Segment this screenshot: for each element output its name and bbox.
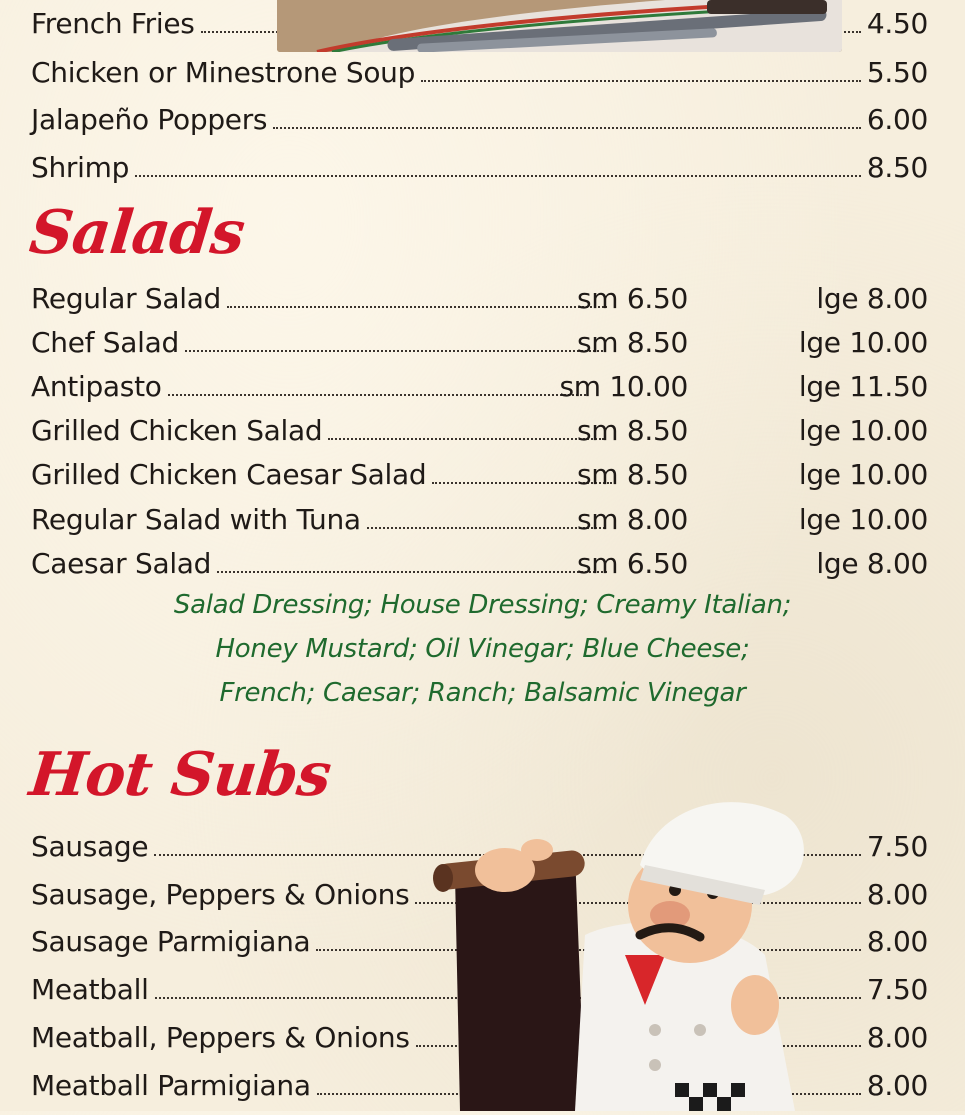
item-price-small: sm 8.00 — [576, 502, 688, 536]
item-price-large: lge 8.00 — [816, 281, 928, 315]
menu-item — [31, 408, 928, 452]
dot-leader — [185, 350, 603, 352]
item-name: Shrimp — [31, 150, 130, 184]
item-price-small: sm 8.50 — [576, 325, 688, 359]
dot-leader — [273, 127, 861, 129]
menu-item — [31, 541, 928, 585]
item-price: 8.00 — [866, 924, 928, 958]
menu-item — [31, 145, 928, 189]
dressing-line: French; Caesar; Ranch; Balsamic Vinegar — [219, 678, 746, 708]
item-name: Antipasto — [31, 369, 162, 403]
menu-item — [31, 497, 928, 541]
item-name: Grilled Chicken Caesar Salad — [31, 457, 427, 491]
dressing-line: Salad Dressing; House Dressing; Creamy Italian; — [173, 590, 792, 620]
item-price-large: lge 8.00 — [816, 546, 928, 580]
item-price-small: sm 6.50 — [576, 281, 688, 315]
item-name: Chicken or Minestrone Soup — [31, 55, 416, 89]
item-price: 7.50 — [866, 972, 928, 1006]
menu-item — [31, 276, 928, 320]
section-heading-hot-subs: Hot Subs — [26, 740, 334, 810]
plate-photo — [277, 0, 842, 52]
item-name: Sausage, Peppers & Onions — [31, 877, 410, 911]
item-name: Regular Salad — [31, 281, 222, 315]
item-name: Sausage Parmigiana — [31, 924, 311, 958]
item-price-small: sm 10.00 — [559, 369, 688, 403]
item-price: 4.50 — [866, 6, 928, 40]
item-price-small: sm 6.50 — [576, 546, 688, 580]
menu-item — [31, 97, 928, 141]
chef-illustration — [425, 765, 825, 1111]
item-name: Meatball, Peppers & Onions — [31, 1020, 410, 1054]
item-price-large: lge 10.00 — [798, 325, 928, 359]
item-price: 8.00 — [866, 1020, 928, 1054]
section-heading-salads: Salads — [26, 198, 248, 268]
item-price: 8.50 — [866, 150, 928, 184]
item-price: 6.00 — [866, 102, 928, 136]
item-price-large: lge 10.00 — [798, 502, 928, 536]
item-price: 5.50 — [866, 55, 928, 89]
dot-leader — [168, 394, 586, 396]
dressing-line: Honey Mustard; Oil Vinegar; Blue Cheese; — [215, 634, 750, 664]
item-price: 7.50 — [866, 829, 928, 863]
item-price-small: sm 8.50 — [576, 457, 688, 491]
item-name: Caesar Salad — [31, 546, 212, 580]
item-name: Chef Salad — [31, 325, 179, 359]
item-price-large: lge 10.00 — [798, 413, 928, 447]
item-name: Sausage — [31, 829, 149, 863]
item-price: 8.00 — [866, 1068, 928, 1102]
item-price-large: lge 11.50 — [798, 369, 928, 403]
menu-item — [31, 364, 928, 408]
dot-leader — [135, 175, 861, 177]
menu-item — [31, 320, 928, 364]
item-name: Regular Salad with Tuna — [31, 502, 361, 536]
dot-leader — [227, 306, 607, 308]
item-price-large: lge 10.00 — [798, 457, 928, 491]
dot-leader — [328, 438, 604, 440]
item-price: 8.00 — [866, 877, 928, 911]
dot-leader — [367, 527, 605, 529]
item-name: Grilled Chicken Salad — [31, 413, 323, 447]
item-price-small: sm 8.50 — [576, 413, 688, 447]
item-name: Meatball — [31, 972, 149, 1006]
menu-item — [31, 452, 928, 496]
item-name: French Fries — [31, 6, 195, 40]
dot-leader — [217, 571, 607, 573]
dot-leader — [421, 80, 861, 82]
menu-item — [31, 50, 928, 94]
item-name: Jalapeño Poppers — [31, 102, 268, 136]
item-name: Meatball Parmigiana — [31, 1068, 311, 1102]
